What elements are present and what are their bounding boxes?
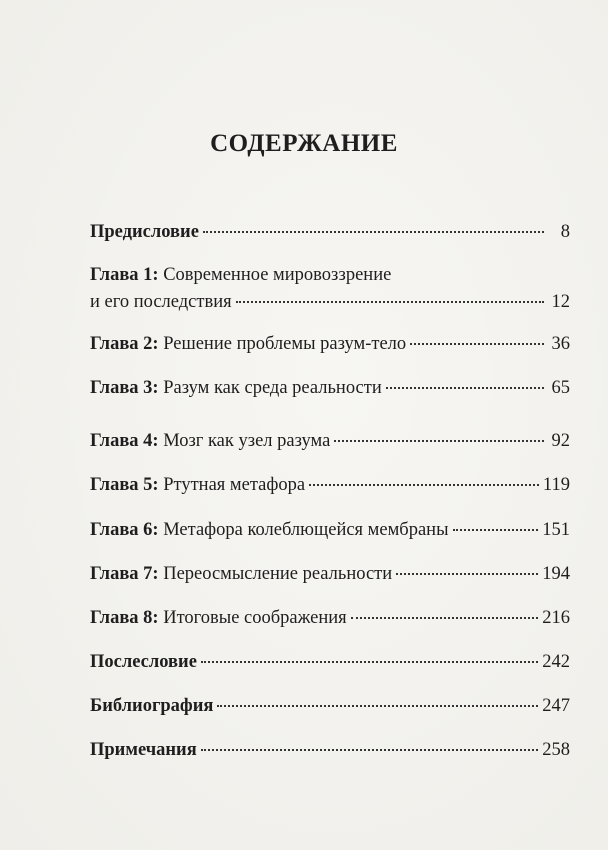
toc-entry-label [90, 334, 406, 355]
toc-entry-label [90, 608, 347, 629]
toc-entry [90, 520, 570, 541]
toc-entry-label [90, 431, 330, 452]
toc-entry [90, 608, 570, 629]
toc-page-number: 151 [542, 520, 570, 540]
toc-leader-dots [217, 705, 538, 707]
toc-leader-dots [386, 387, 544, 389]
toc-entry-bold: Глава 8: [90, 608, 159, 628]
toc-entry-label [90, 222, 199, 243]
toc-entry-line [90, 520, 570, 541]
toc-entry-bold: Глава 3: [90, 378, 159, 398]
toc-entry [90, 652, 570, 673]
toc-entry-text: Современное мировоззрение [158, 265, 392, 285]
toc-entry [90, 431, 570, 452]
toc-entry-bold: Глава 7: [90, 564, 159, 584]
toc-leader-dots [236, 301, 544, 303]
toc-entry [90, 696, 570, 717]
toc-entry-bold: Глава 2: [90, 334, 159, 354]
toc-leader-dots [334, 440, 544, 442]
toc-entry [90, 334, 570, 355]
toc-page-number: 65 [551, 378, 570, 398]
toc-entry [90, 222, 570, 243]
toc-entry-label [90, 696, 213, 717]
toc-entry-bold: Предисловие [90, 222, 199, 242]
toc-entry [90, 564, 570, 585]
toc-entry-text: Мозг как узел разума [158, 431, 331, 451]
toc-entry-label [90, 475, 305, 496]
toc-entry-text: Метафора колеблющейся мембраны [158, 520, 449, 540]
toc-entry-label [90, 520, 449, 541]
toc-leader-dots [309, 484, 539, 486]
toc-entry-line [90, 475, 570, 496]
toc-entry-line [90, 740, 570, 761]
toc-entry-text: Решение проблемы разум-тело [158, 334, 407, 354]
toc-leader-dots [453, 529, 539, 531]
toc-entry-label [90, 740, 197, 761]
toc-entry [90, 265, 570, 313]
toc-entry-line [90, 378, 570, 399]
toc-entry-bold: Глава 1: [90, 265, 159, 285]
toc-entry-bold: Послесловие [90, 652, 197, 672]
toc-page-number: 8 [560, 222, 570, 242]
toc-page-number: 247 [542, 696, 570, 716]
toc-entry-bold: Глава 6: [90, 520, 159, 540]
toc-entry-line [90, 334, 570, 355]
toc-entry-continuation [90, 292, 570, 313]
toc-page-number: 12 [551, 292, 570, 312]
toc-page-number: 119 [542, 475, 570, 495]
toc-entry-line [90, 608, 570, 629]
toc-entry-line [90, 696, 570, 717]
toc-entry-bold: Глава 5: [90, 475, 159, 495]
toc-entry-bold: Библиография [90, 696, 214, 716]
toc-entry-cont-text: и его последствия [90, 292, 232, 312]
toc-entry-bold: Примечания [90, 740, 197, 760]
toc-leader-dots [351, 617, 539, 619]
toc-entry-label [90, 378, 382, 399]
toc-entry-line [90, 222, 570, 243]
toc-entry-line [90, 265, 570, 286]
toc-leader-dots [410, 343, 544, 345]
toc-page-number: 258 [542, 740, 570, 760]
page-title: СОДЕРЖАНИЕ [210, 130, 398, 157]
toc-entry [90, 740, 570, 761]
toc-leader-dots [203, 231, 544, 233]
toc-entry-text: Ртутная метафора [158, 475, 306, 495]
toc-leader-dots [396, 573, 538, 575]
toc-entry-label [90, 564, 392, 585]
toc-entry-text: Итоговые соображения [158, 608, 347, 628]
toc-entry [90, 475, 570, 496]
toc-entry-line [90, 652, 570, 673]
toc-page-number: 36 [551, 334, 570, 354]
toc-entry-text: Переосмысление реальности [158, 564, 393, 584]
toc-entry-text: Разум как среда реальности [158, 378, 382, 398]
toc-leader-dots [201, 661, 538, 663]
toc-entry [90, 378, 570, 399]
toc-entry-bold: Глава 4: [90, 431, 159, 451]
toc-entry-line [90, 564, 570, 585]
toc-entry-line [90, 431, 570, 452]
toc-page-number: 242 [542, 652, 570, 672]
toc-entry-label [90, 265, 391, 285]
toc-entry-label [90, 652, 197, 673]
toc-page-number: 194 [542, 564, 570, 584]
toc-page-number: 92 [551, 431, 570, 451]
toc-page-number: 216 [542, 608, 570, 628]
toc-leader-dots [201, 749, 539, 751]
